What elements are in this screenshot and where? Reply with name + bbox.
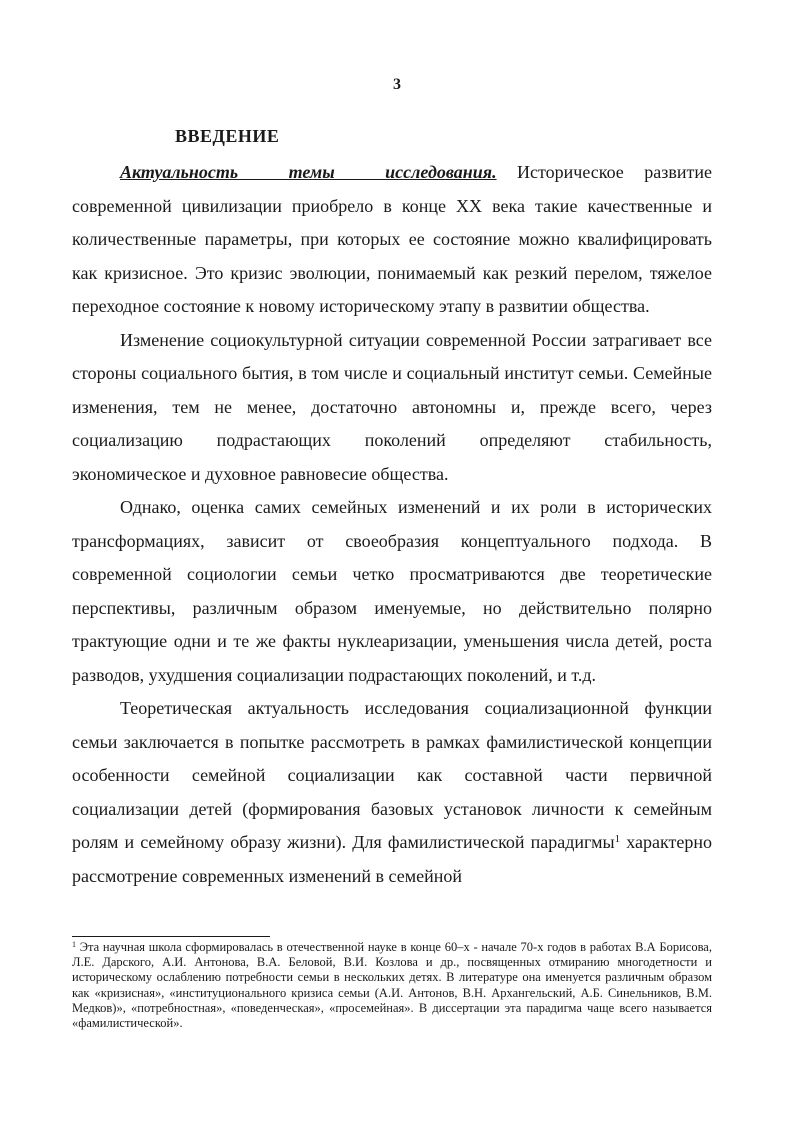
footnote-marker: 1 (72, 940, 76, 949)
footnote-text: Эта научная школа сформировалась в отечественной науке в конце 60–х - начале 70-х годов в работах В.А Борисова, Л.Е. Дарского, А.И. Антонова, В.А. Беловой, В.И. Козлова и др., посвященных отмиранию многодетности и историческому ослаблению потребности семьи в нескольких детях. В литературе она именуется различным образом как «кризисная», «институционального кризиса семьи (А.И. Антонов, В.Н. Архангельский, А.Б. Синельников, В.М. Медков)», «потребностная», «поведенческая», «просемейная». В диссертации эта парадигма чаще всего называется «фамилистической». (72, 940, 712, 1031)
footnote (72, 940, 712, 1031)
footnote-reference[interactable]: 1 (614, 833, 621, 845)
paragraph-theoretical-continuation: характерно рассмотрение современных изменений в семейной (72, 832, 712, 886)
section-heading: ВВЕДЕНИЕ (175, 126, 280, 146)
relevance-lead-phrase: Актуальность темы исследования. (120, 162, 497, 182)
paragraph-theoretical (72, 692, 712, 893)
paragraph-relevance-text: Историческое развитие современной цивилизации приобрело в конце XX века такие качественные и количественные параметры, при которых ее состояние можно квалифицировать как кризисное. Это кризис эволюции, понимаемый как резкий перелом, тяжелое переходное состояние к новому историческому этапу в развитии общества. (72, 162, 712, 316)
body-text (72, 156, 712, 893)
paragraph-relevance (72, 156, 712, 324)
paragraph-evaluation: Однако, оценка самих семейных изменений и их роли в исторических трансформациях, зависит от своеобразия концептуального подхода. В современной социологии семьи четко просматриваются две теоретические перспективы, различным образом именуемые, но действительно полярно трактующие одни и те же факты нуклеаризации, уменьшения числа детей, роста разводов, ухудшения социализации подрастающих поколений, и т.д. (72, 497, 712, 685)
footnote-divider (72, 936, 270, 937)
paragraph-sociocultural: Изменение социокультурной ситуации современной России затрагивает все стороны социального бытия, в том числе и социальный институт семьи. Семейные изменения, тем не менее, достаточно автономны и, прежде всего, через социализацию подрастающих поколений определяют стабильность, экономическое и духовное равновесие общества. (72, 329, 712, 484)
paragraph-theoretical-text: Теоретическая актуальность исследования социализационной функции семьи заключается в попытке рассмотреть в рамках фамилистической концепции особенности семейной социализации как составной части первичной социализации детей (формирования базовых установок личности к семейным ролям и семейному образу жизни). Для фамилистической парадигмы (72, 698, 712, 852)
page-number: 3 (393, 76, 401, 93)
